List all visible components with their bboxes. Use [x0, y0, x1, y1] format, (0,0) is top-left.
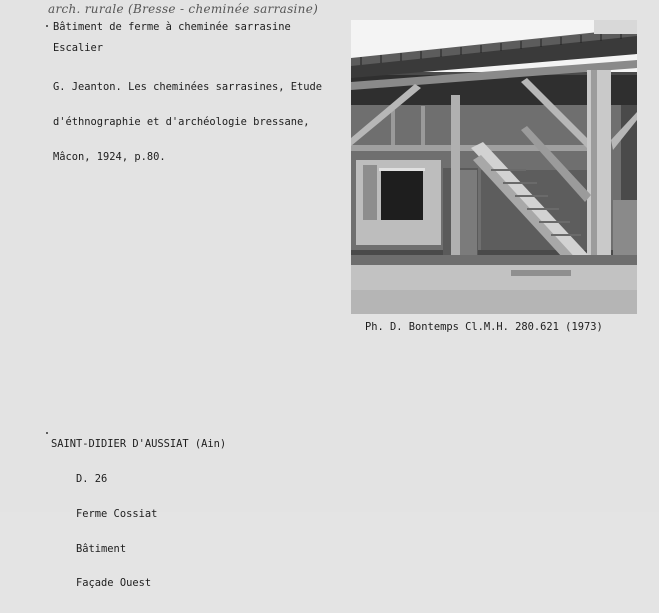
building-photograph — [351, 20, 637, 314]
reference-line: d'éthnographie et d'archéologie bressane, — [53, 115, 310, 128]
location-block — [51, 416, 226, 613]
reference-line: G. Jeanton. Les cheminées sarrasines, Etude — [53, 81, 322, 94]
bullet-mark — [46, 25, 48, 27]
location-commune: SAINT-DIDIER D'AUSSIAT (Ain) — [51, 438, 227, 451]
record-title: Bâtiment de ferme à cheminée sarrasine — [53, 21, 291, 33]
handwritten-annotation: arch. rurale (Bresse - cheminée sarrasine) — [48, 2, 319, 16]
reference-line: Mâcon, 1924, p.80. — [53, 150, 166, 163]
location-building: Bâtiment — [51, 542, 127, 555]
bullet-mark — [46, 432, 48, 434]
location-farm: Ferme Cossiat — [51, 507, 158, 520]
record-subject: Escalier — [53, 42, 104, 54]
staircase-photo-image — [351, 20, 637, 314]
location-facade: Façade Ouest — [51, 577, 152, 590]
bibliographic-reference — [53, 59, 322, 187]
location-dossier: D. 26 — [51, 472, 108, 485]
photo-caption: Ph. D. Bontemps Cl.M.H. 280.621 (1973) — [365, 321, 603, 333]
